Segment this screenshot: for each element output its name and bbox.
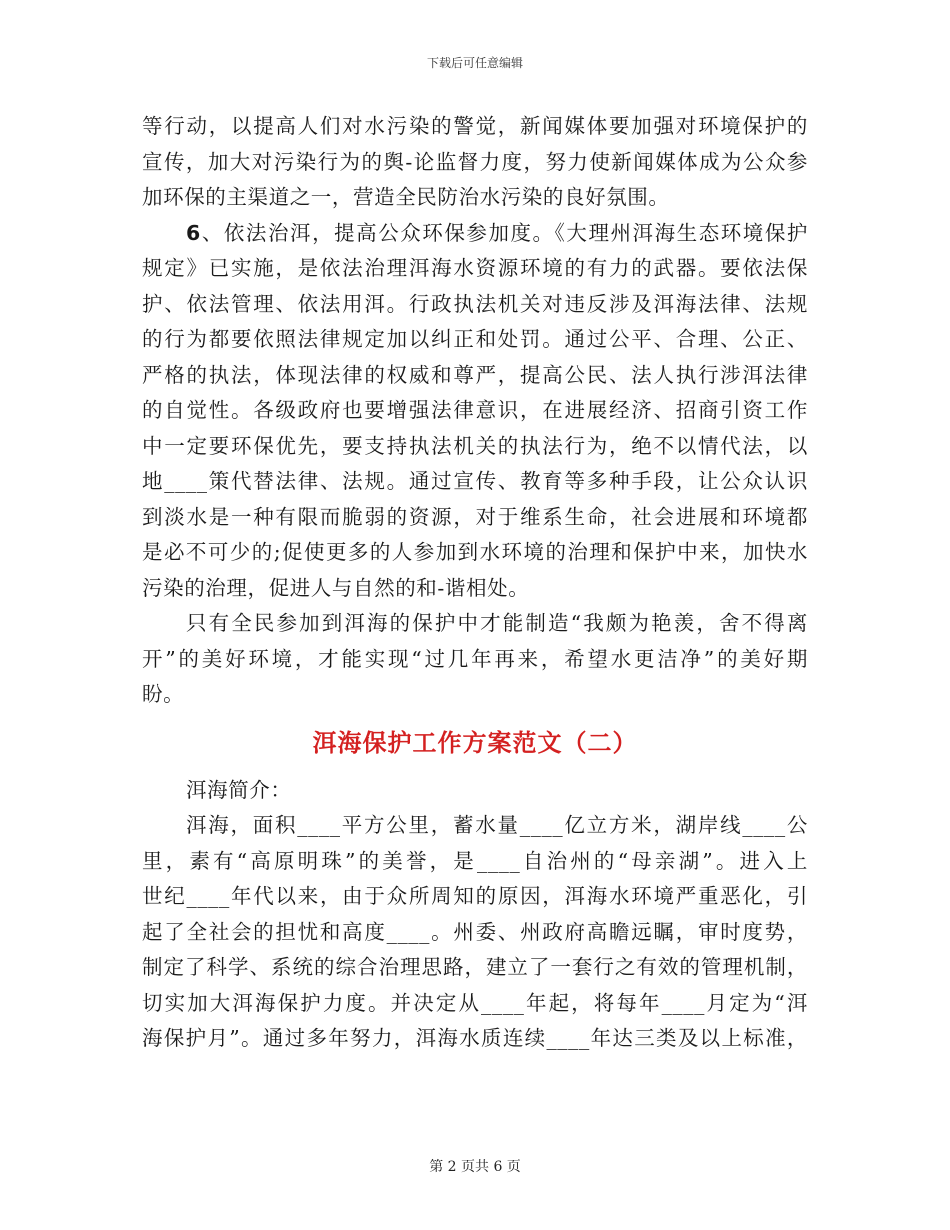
text-line: 护、依法管理、依法用洱。行政执法机关对违反涉及洱海法律、法规 <box>142 291 808 316</box>
text-line: 洱海，面积____平方公里，蓄水量____亿立方米，湖岸线____公 <box>186 813 808 837</box>
text-line: 地____策代替法律、法规。通过宣传、教育等多种手段，让公众认识 <box>142 469 808 493</box>
text-line: 等行动，以提高人们对水污染的警觉，新闻媒体要加强对环境保护的 <box>142 114 808 138</box>
item-number: 6 <box>186 220 201 245</box>
text-line: 是必不可少的;促使更多的人参加到水环境的治理和保护中来，加快水 <box>142 540 808 564</box>
document-body <box>142 109 808 1057</box>
text-span: 、依法治洱，提高公众环保参加度。《大理州洱海生态环境保护 <box>200 220 808 245</box>
text-line: 的自觉性。各级政府也要增强法律意识，在进展经济、招商引资工作 <box>142 398 808 422</box>
text-line: 起了全社会的担忧和高度____。州委、州政府高瞻远瞩，审时度势， <box>142 919 808 944</box>
text-line: 里，素有“高原明珠”的美誉，是____自治州的“母亲湖”。进入上 <box>142 848 808 873</box>
text-line: 盼。 <box>142 682 185 706</box>
text-line: 世纪____年代以来，由于众所周知的原因，洱海水环境严重恶化，引 <box>142 884 808 908</box>
page-footer: 第 2 页共 6 页 <box>429 1159 521 1175</box>
text-line <box>142 216 808 252</box>
text-line: 的行为都要依照法律规定加以纠正和处罚。通过公平、合理、公正、 <box>142 327 808 351</box>
section-title: 洱海保护工作方案范文（二） <box>312 727 638 757</box>
text-line: 海保护月”。通过多年努力，洱海水质连续____年达三类及以上标准， <box>142 1026 808 1050</box>
text-line: 到淡水是一种有限而脆弱的资源，对于维系生命，社会进展和环境都 <box>142 504 808 529</box>
text-line: 宣传，加大对污染行为的舆-论监督力度，努力使新闻媒体成为公众参 <box>142 149 808 174</box>
intro-label: 洱海简介： <box>186 777 292 802</box>
text-line: 污染的治理，促进人与自然的和-谐相处。 <box>142 575 530 600</box>
text-line: 制定了科学、系统的综合治理思路，建立了一套行之有效的管理机制， <box>142 955 808 979</box>
text-line: 只有全民参加到洱海的保护中才能制造“我颇为艳羡，舍不得离 <box>186 611 808 635</box>
text-line: 中一定要环保优先，要支持执法机关的执法行为，绝不以情代法，以 <box>142 433 808 458</box>
page-header: 下载后可任意编辑 <box>426 56 523 70</box>
text-line: 规定》已实施，是依法治理洱海水资源环境的有力的武器。要依法保 <box>142 256 808 280</box>
text-line: 切实加大洱海保护力度。并决定从____年起，将每年____月定为“洱 <box>142 990 808 1015</box>
text-line: 开”的美好环境，才能实现“过几年再来，希望水更洁净”的美好期 <box>142 646 808 671</box>
text-line: 加环保的主渠道之一，营造全民防治水污染的良好氛围。 <box>142 185 670 209</box>
text-line: 严格的执法，体现法律的权威和尊严，提高公民、法人执行涉洱法律 <box>142 362 808 387</box>
